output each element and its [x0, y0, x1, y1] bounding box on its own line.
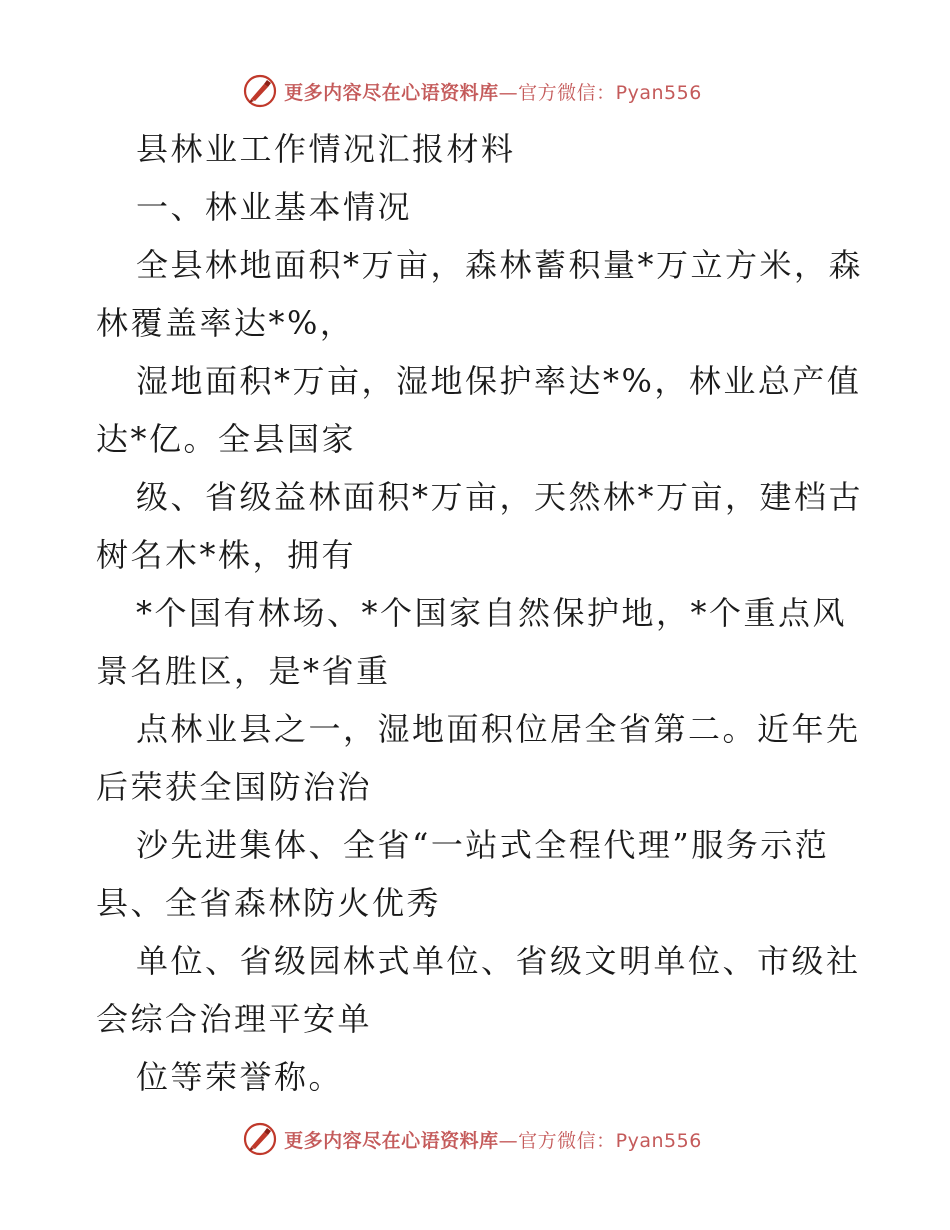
body-text-line: 湿地面积*万亩，湿地保护率达*%，林业总产值: [136, 362, 862, 400]
pen-logo-icon: [242, 1121, 278, 1157]
body-text-line: 点林业县之一，湿地面积位居全省第二。近年先: [136, 710, 861, 748]
body-text-line: 单位、省级园林式单位、省级文明单位、市级社: [136, 942, 861, 980]
body-text-line: 树名木*株，拥有: [96, 536, 357, 574]
watermark-text: [284, 78, 702, 105]
body-text-line: 全县林地面积*万亩，森林蓄积量*万立方米，森: [136, 246, 864, 284]
body-text-line: 沙先进集体、全省“一站式全程代理”服务示范: [136, 826, 830, 864]
body-text-line: 景名胜区，是*省重: [96, 652, 391, 690]
body-text-line: 达*亿。全县国家: [96, 420, 357, 458]
header-watermark: [0, 71, 950, 111]
watermark-text-bold: 更多内容尽在心语资料库: [284, 81, 499, 104]
watermark-group: [242, 73, 702, 109]
watermark-text-bold: 更多内容尽在心语资料库: [284, 1129, 499, 1152]
watermark-text: [284, 1126, 702, 1153]
body-text-line: 会综合治理平安单: [96, 1000, 373, 1038]
body-text-line: 后荣获全国防治治: [96, 768, 373, 806]
footer-watermark: [0, 1119, 950, 1159]
watermark-text-rest: —官方微信：Pyan556: [498, 81, 702, 104]
body-text-line: *个国有林场、*个国家自然保护地，*个重点风: [136, 594, 848, 632]
watermark-text-rest: —官方微信：Pyan556: [498, 1129, 702, 1152]
body-text-line: 位等荣誉称。: [136, 1058, 344, 1096]
body-text-line: 县、全省森林防火优秀: [96, 884, 442, 922]
section-heading: 一、林业基本情况: [136, 188, 413, 226]
pen-logo-icon: [242, 73, 278, 109]
body-text-line: 林覆盖率达*%，: [96, 304, 355, 342]
body-text-line: 级、省级益林面积*万亩，天然林*万亩，建档古: [136, 478, 864, 516]
document-title: 县林业工作情况汇报材料: [136, 130, 516, 168]
watermark-group: [242, 1121, 702, 1157]
document-body: [96, 120, 864, 1106]
